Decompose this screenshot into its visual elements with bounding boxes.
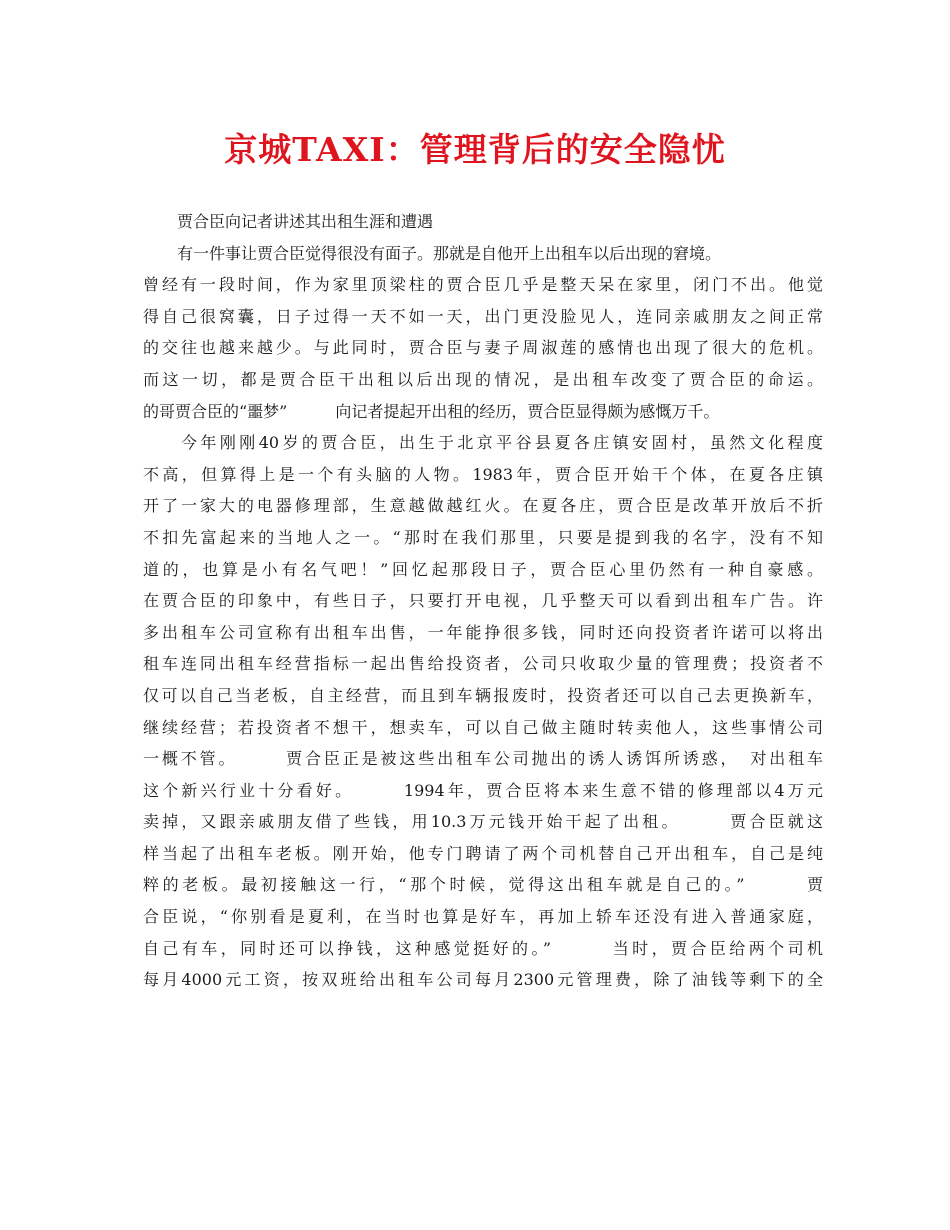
paragraph-line: 曾经有一段时间，作为家里顶梁柱的贾合臣几乎是整天呆在家里，闭门不出。他觉 [143, 275, 823, 295]
paragraph-line: 这个新兴行业十分看好。 1994年，贾合臣将本来生意不错的修理部以4万元 [143, 780, 823, 800]
paragraph-line: 得自己很窝囊，日子过得一天不如一天，出门更没脸见人，连同亲戚朋友之间正常 [143, 306, 823, 326]
document-title: 京城TAXI：管理背后的安全隐忧 [224, 130, 726, 169]
subheading-line: 贾合臣向记者讲述其出租生涯和遭遇 [177, 212, 434, 231]
paragraph-line: 不扣先富起来的当地人之一。“那时在我们那里，只要是提到我的名字，没有不知 [143, 527, 823, 547]
paragraph-line: 的交往也越来越少。与此同时，贾合臣与妻子周淑莲的感情也出现了很大的危机。 [143, 338, 823, 358]
paragraph-line: 开了一家大的电器修理部，生意越做越红火。在夏各庄，贾合臣是改革开放后不折 [143, 496, 823, 516]
paragraph-line: 卖掉，又跟亲戚朋友借了些钱，用10.3万元钱开始干起了出租。 贾合臣就这 [143, 812, 823, 832]
paragraph-line: 租车连同出租车经营指标一起出售给投资者，公司只收取少量的管理费；投资者不 [143, 654, 823, 674]
paragraph-line: 有一件事让贾合臣觉得很没有面子。那就是自他开上出租车以后出现的窘境。 [177, 243, 722, 263]
paragraph-line: 自己有车，同时还可以挣钱，这种感觉挺好的。” 当时，贾合臣给两个司机 [143, 938, 823, 958]
paragraph-line: 一概不管。 贾合臣正是被这些出租车公司抛出的诱人诱饵所诱惑， 对出租车 [143, 749, 823, 769]
paragraph-line: 多出租车公司宣称有出租车出售，一年能挣很多钱，同时还向投资者许诺可以将出 [143, 622, 823, 642]
paragraph-line: 合臣说，“你别看是夏利，在当时也算是好车，再加上轿车还没有进入普通家庭， [143, 907, 823, 927]
paragraph-line: 样当起了出租车老板。刚开始，他专门聘请了两个司机替自己开出租车，自己是纯 [143, 843, 823, 863]
paragraph-line: 的哥贾合臣的“噩梦” 向记者提起开出租的经历，贾合臣显得颇为感慨万千。 [143, 401, 720, 421]
paragraph-line: 今年刚刚40岁的贾合臣，出生于北京平谷县夏各庄镇安固村，虽然文化程度 [181, 433, 823, 453]
paragraph-line: 不高，但算得上是一个有头脑的人物。1983年，贾合臣开始干个体，在夏各庄镇 [143, 464, 823, 484]
paragraph-line: 粹的老板。最初接触这一行，“那个时候，觉得这出租车就是自己的。” 贾 [143, 875, 823, 895]
paragraph-line: 继续经营；若投资者不想干，想卖车，可以自己做主随时转卖他人，这些事情公司 [143, 717, 823, 737]
paragraph-line: 每月4000元工资，按双班给出租车公司每月2300元管理费，除了油钱等剩下的全 [143, 970, 823, 990]
article-body [143, 206, 823, 996]
paragraph-line: 在贾合臣的印象中，有些日子，只要打开电视，几乎整天可以看到出租车广告。许 [143, 591, 823, 611]
paragraph-line: 道的，也算是小有名气吧！”回忆起那段日子，贾合臣心里仍然有一种自豪感。 [143, 559, 823, 579]
paragraph-line: 而这一切，都是贾合臣干出租以后出现的情况，是出租车改变了贾合臣的命运。 [143, 369, 823, 389]
paragraph-line: 仅可以自己当老板，自主经营，而且到车辆报废时，投资者还可以自己去更换新车， [143, 685, 823, 705]
